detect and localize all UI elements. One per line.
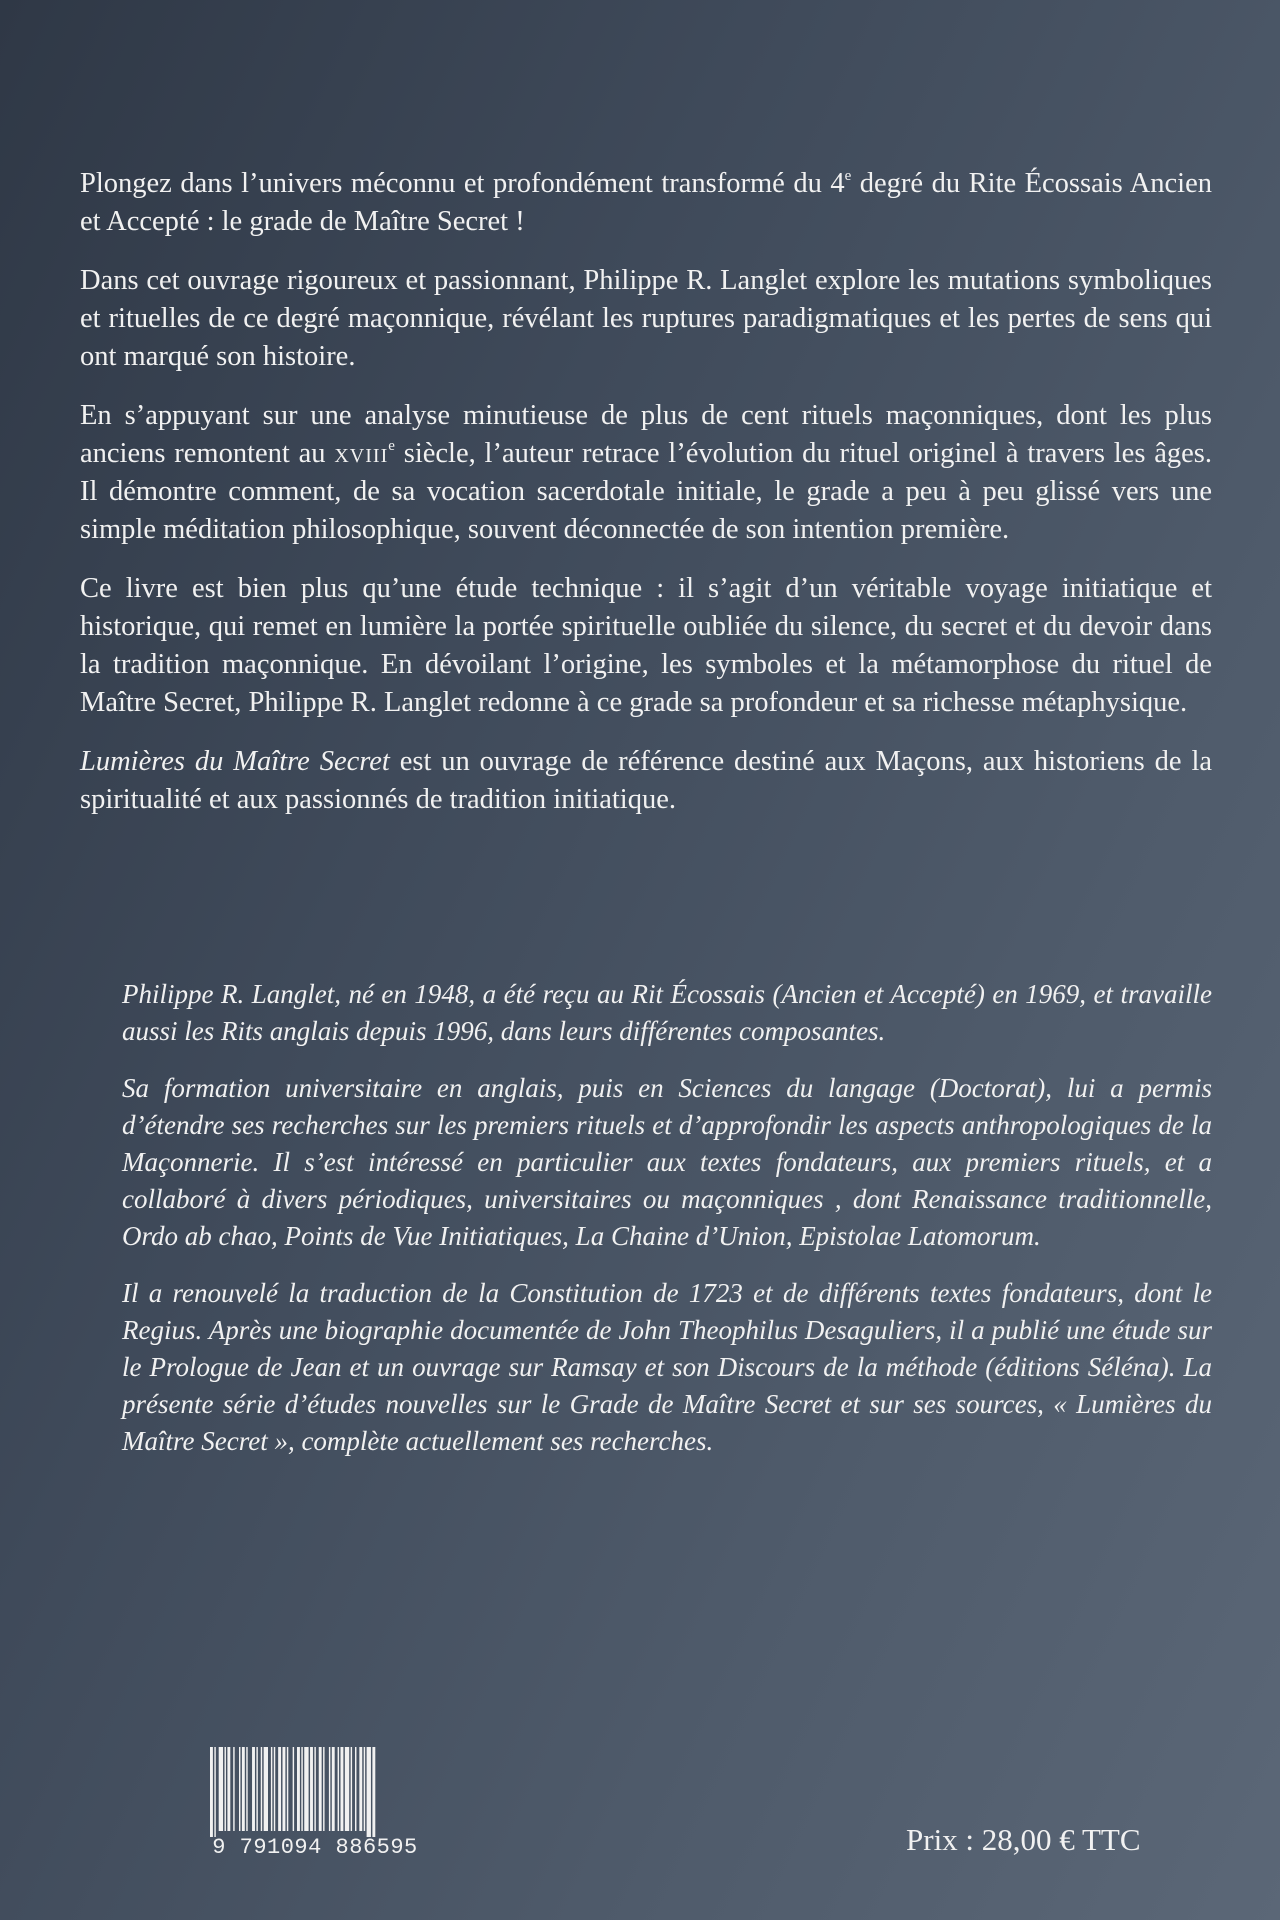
blurb-section bbox=[80, 165, 1212, 840]
barcode-bars bbox=[208, 1747, 422, 1837]
author-bio-section bbox=[122, 976, 1212, 1480]
barcode-bar bbox=[338, 1747, 339, 1831]
price-label: Prix : 28,00 € TTC bbox=[906, 1822, 1141, 1857]
barcode-bar bbox=[287, 1747, 288, 1831]
barcode-bar bbox=[219, 1747, 223, 1831]
blurb-p5-text: est un ouvrage de référence destiné aux Maçons, aux historiens de la spiritualité et aux passionnés de tradition initiatique. bbox=[80, 746, 1213, 815]
barcode-bar bbox=[256, 1747, 257, 1831]
barcode-bar bbox=[278, 1747, 281, 1831]
barcode-bar bbox=[367, 1747, 371, 1837]
barcode-bar bbox=[293, 1747, 294, 1831]
blurb-p1-text-a: Plongez dans l’univers méconnu et profondément transformé du 4 bbox=[80, 168, 845, 199]
barcode-bar bbox=[314, 1747, 315, 1831]
barcode-bar bbox=[323, 1747, 324, 1831]
blurb-p3-text-b: siècle, l’auteur retrace l’évolution du rituel originel à travers les âges. Il démontre comment, de sa vocation sacerdotale initiale, le grade a peu à peu glissé vers une simple méditation philosophique, souvent déconnectée de son intention première. bbox=[80, 438, 1212, 545]
bio-paragraph-3: Il a renouvelé la traduction de la Constitution de 1723 et de différents textes fondateurs, dont le Regius. Après une biographie documentée de John Theophilus Desaguliers, il a publié une étude sur le Prologue de Jean et un ouvrage sur Ramsay et son Discours de la méthode (éditions Séléna). La présente série d’études nouvelles sur le Grade de Maître Secret et sur ses sources, « Lumières du Maître Secret », complète actuellement ses recherches. bbox=[122, 1278, 1212, 1456]
blurb-paragraph-5 bbox=[80, 743, 1212, 819]
barcode-bar bbox=[355, 1747, 356, 1831]
blurb-p1-text-b: degré du Rite Écossais Ancien et Accepté : le grade de Maître Secret ! bbox=[80, 168, 1212, 237]
barcode-bar bbox=[345, 1747, 349, 1831]
barcode-bar bbox=[214, 1747, 215, 1837]
barcode-bar bbox=[274, 1747, 275, 1831]
barcode-bar bbox=[239, 1747, 240, 1831]
barcode-bar bbox=[351, 1747, 352, 1831]
barcode-bar bbox=[264, 1747, 268, 1831]
blurb-paragraph-2: Dans cet ouvrage rigoureux et passionnant, Philippe R. Langlet explore les mutations symboliques et rituelles de ce degré maçonnique, révélant les ruptures paradigmatiques et les pertes de sens qui ont marqué son histoire. bbox=[80, 265, 1212, 372]
barcode-bar bbox=[372, 1747, 375, 1837]
barcode-bar bbox=[297, 1747, 300, 1831]
bio-paragraph-2: Sa formation universitaire en anglais, puis en Sciences du langage (Doctorat), lui a permis d’étendre ses recherches sur les premiers rituels et d’approfondir les aspects anthropologiques de la Maçonnerie. Il s’est intéressé en particulier aux textes fondateurs, aux premiers rituels, et a collaboré à divers périodiques, universitaires ou maçonniques , dont Renaissance traditionnelle, Ordo ab chao, Points de Vue Initiatiques, La Chaine d’Union, Epistolae Latomorum. bbox=[122, 1073, 1212, 1251]
book-title-italic: Lumières du Maître Secret bbox=[80, 746, 390, 777]
blurb-paragraph-1 bbox=[80, 165, 1212, 241]
barcode-bar bbox=[364, 1747, 365, 1831]
barcode-digits: 9 791094 886595 bbox=[212, 1835, 418, 1860]
century-superscript: e bbox=[388, 438, 395, 454]
century-numeral: xviii bbox=[334, 438, 389, 469]
barcode-bar bbox=[304, 1747, 308, 1831]
barcode-bar bbox=[359, 1747, 362, 1831]
barcode-bar bbox=[283, 1747, 286, 1831]
blurb-p3-text-a: En s’appuyant sur une analyse minutieuse de plus de cent rituels maçonniques, dont les plus anciens remontent au bbox=[80, 400, 1212, 469]
barcode-bar bbox=[341, 1747, 344, 1831]
degree-superscript: e bbox=[844, 168, 852, 184]
barcode-bar bbox=[210, 1747, 213, 1837]
blurb-paragraph-3 bbox=[80, 397, 1212, 549]
barcode-bar bbox=[301, 1747, 302, 1831]
barcode-bar bbox=[233, 1747, 234, 1831]
barcode-bar bbox=[329, 1747, 330, 1831]
barcode-bar bbox=[225, 1747, 226, 1831]
barcode-bar bbox=[319, 1747, 322, 1831]
barcode-bar bbox=[242, 1747, 245, 1831]
barcode-bar bbox=[252, 1747, 255, 1831]
barcode-bar bbox=[332, 1747, 335, 1831]
barcode-bar bbox=[261, 1747, 262, 1831]
barcode-bar bbox=[271, 1747, 272, 1831]
barcode-bar bbox=[246, 1747, 247, 1831]
bio-paragraph-1: Philippe R. Langlet, né en 1948, a été reçu au Rit Écossais (Ancien et Accepté) en 1969, et travaille aussi les Rits anglais depuis 1996, dans leurs différentes composantes. bbox=[122, 979, 1212, 1046]
isbn-barcode bbox=[208, 1747, 422, 1863]
barcode-bar bbox=[227, 1747, 230, 1831]
barcode-bar bbox=[310, 1747, 313, 1831]
blurb-paragraph-4: Ce livre est bien plus qu’une étude technique : il s’agit d’un véritable voyage initiatique et historique, qui remet en lumière la portée spirituelle oubliée du silence, du secret et du devoir dans la tradition maçonnique. En dévoilant l’origine, les symboles et la métamorphose du rituel de Maître Secret, Philippe R. Langlet redonne à ce grade sa profondeur et sa richesse métaphysique. bbox=[80, 573, 1212, 718]
